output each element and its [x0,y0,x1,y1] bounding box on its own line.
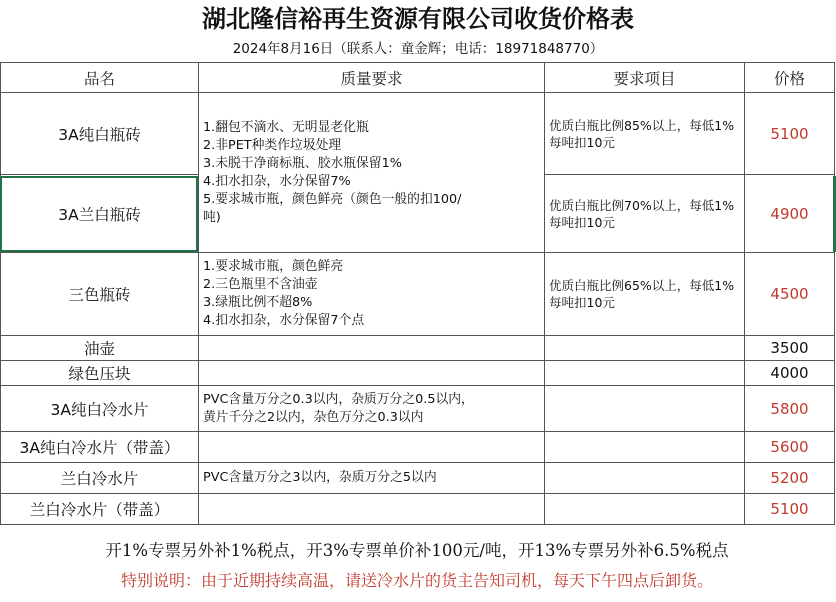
table-row [1,361,835,386]
cell-quality-tricolor[interactable] [199,253,545,336]
quality-line: 3.未脱干净商标瓶、胶水瓶保留1% [203,155,402,171]
quality-line: 4.扣水扣杂，水分保留7% [203,173,351,189]
cell-price[interactable]: 5200 [745,463,835,494]
cell-name[interactable]: 油壶 [1,336,199,361]
cell-requirement[interactable] [545,463,745,494]
cell-price[interactable]: 4900 [745,175,835,253]
sheet-subtitle: 2024年8月16日（联系人：童金辉；电话：18971848770） [232,41,604,57]
cell-requirement[interactable]: 优质白瓶比例65%以上，每低1%每吨扣10元 [545,253,745,336]
table-row [1,463,835,494]
table-row [1,93,835,175]
quality-line: 2.三色瓶里不含油壶 [203,277,318,292]
table-row [1,336,835,361]
cell-name[interactable]: 3A纯白冷水片 [1,386,199,432]
cell-requirement[interactable]: 优质白瓶比例85%以上，每低1%每吨扣10元 [545,93,745,175]
quality-line: 1.要求城市瓶，颜色鲜亮 [203,259,344,274]
quality-line: PVC含量万分之3以内，杂质万分之5以内 [203,470,437,485]
table-row [1,494,835,525]
table-row [1,432,835,463]
cell-requirement[interactable] [545,432,745,463]
price-table [0,62,835,525]
table-row [1,253,835,336]
quality-line: 2.非PET种类作垃圾处理 [203,137,342,153]
cell-price[interactable]: 4000 [745,361,835,386]
cell-quality-empty[interactable] [199,361,545,386]
cell-price[interactable]: 5600 [745,432,835,463]
cell-name[interactable]: 3A兰白瓶砖 [1,175,199,253]
cell-price[interactable]: 4500 [745,253,835,336]
cell-quality-empty[interactable] [199,494,545,525]
cell-price[interactable]: 5800 [745,386,835,432]
cell-price[interactable]: 5100 [745,494,835,525]
quality-line: PVC含量万分之0.3以内，杂质万分之0.5以内， [203,391,474,407]
cell-quality-flakes[interactable] [199,386,545,432]
cell-name[interactable]: 绿色压块 [1,361,199,386]
cell-quality-empty[interactable] [199,336,545,361]
header-price[interactable]: 价格 [745,63,835,93]
cell-quality-blue-flakes[interactable] [199,463,545,494]
sheet-title: 湖北隆信裕再生资源有限公司收货价格表 [202,4,634,33]
cell-price[interactable]: 5100 [745,93,835,175]
quality-line: 5.要求城市瓶，颜色鲜亮（颜色一般的扣100/ [203,191,462,207]
cell-requirement[interactable] [545,336,745,361]
quality-line: 吨) [203,209,221,225]
quality-line: 3.绿瓶比例不超8% [203,295,313,310]
cell-quality-bottle-brick[interactable] [199,93,545,253]
cell-price[interactable]: 3500 [745,336,835,361]
cell-name[interactable]: 3A纯白冷水片（带盖） [1,432,199,463]
header-requirement[interactable]: 要求项目 [545,63,745,93]
cell-requirement[interactable] [545,494,745,525]
header-quality[interactable]: 质量要求 [199,63,545,93]
table-row [1,386,835,432]
cell-requirement[interactable] [545,386,745,432]
cell-requirement[interactable] [545,361,745,386]
quality-line: 4.扣水扣杂，水分保留7个点 [203,313,365,328]
quality-line: 1.翻包不滴水、无明显老化瓶 [203,119,369,135]
cell-name[interactable]: 兰白冷水片（带盖） [1,494,199,525]
cell-requirement[interactable]: 优质白瓶比例70%以上，每低1%每吨扣10元 [545,175,745,253]
cell-name[interactable]: 三色瓶砖 [1,253,199,336]
quality-line: 黄片千分之2以内，杂色万分之0.3以内 [203,409,424,425]
cell-name[interactable]: 3A纯白瓶砖 [1,93,199,175]
tax-note: 开1%专票另外补1%税点，开3%专票单价补100元/吨，开13%专票另外补6.5%税点 [105,541,729,560]
cell-name[interactable]: 兰白冷水片 [1,463,199,494]
header-name[interactable]: 品名 [1,63,199,93]
special-note: 特别说明：由于近期持续高温，请送冷水片的货主告知司机，每天下午四点后卸货。 [120,571,713,590]
header-row [1,63,835,93]
cell-quality-empty[interactable] [199,432,545,463]
